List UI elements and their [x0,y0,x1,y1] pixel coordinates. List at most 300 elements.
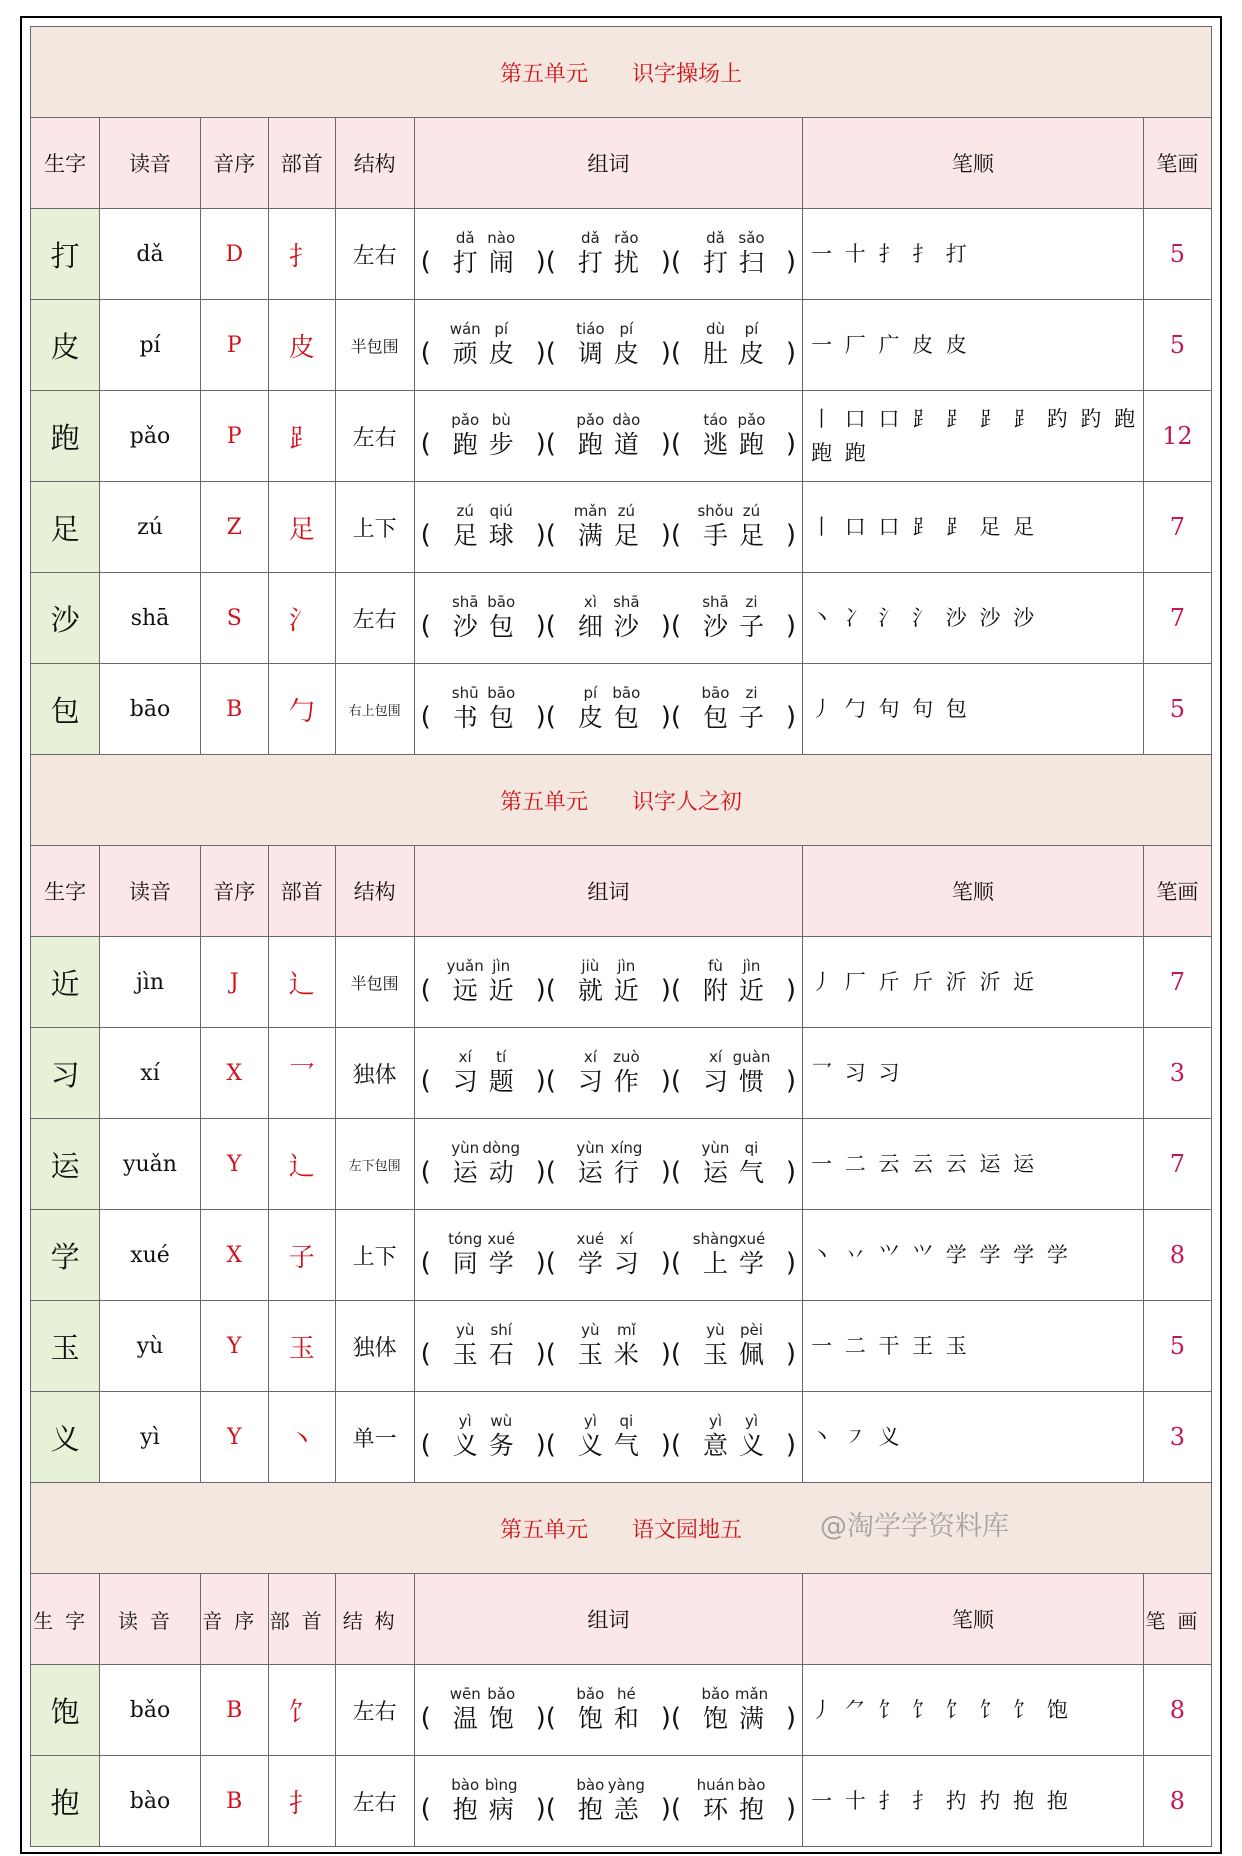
header-structure: 结构 [335,1574,414,1665]
open-paren: ( [420,520,431,550]
open-paren: ( [420,338,431,368]
word [701,957,765,1007]
words-line [421,1139,796,1189]
letter-cell: S [200,573,268,664]
section-title [31,27,1212,118]
vocabulary-sheet [30,26,1212,1847]
syllable [701,1321,729,1371]
word [451,229,515,279]
word-char: 作 [613,1067,639,1096]
paren-divider: )( [660,1794,682,1824]
word-pinyin: yùn [576,1139,605,1157]
char-cell: 玉 [31,1301,100,1392]
open-paren: ( [420,1157,431,1187]
word-pinyin: zi [745,593,758,611]
paren-divider: )( [535,1703,556,1733]
word-pinyin: yùn [451,1139,480,1157]
header-char: 生字 [31,118,100,209]
word-char: 近 [613,976,639,1005]
close-paren: ) [785,1066,797,1096]
unit-label: 第五单元 [499,1517,588,1543]
table-row [31,1665,1212,1756]
word-pinyin: zú [456,502,474,520]
paren-divider: )( [535,338,556,368]
words-line [421,1685,796,1735]
word-pinyin: nào [487,229,516,247]
syllable [451,684,479,734]
structure-cell: 半包围 [335,937,414,1028]
paren-divider: )( [660,611,682,641]
radical-cell: 玉 [268,1301,335,1392]
pinyin-cell: bǎo [100,1665,200,1756]
syllable [701,1139,729,1189]
open-paren: ( [420,1339,431,1369]
words-cell [414,1301,802,1392]
words-cell [414,1665,802,1756]
words-cell [414,1392,802,1483]
word-char: 玉 [452,1340,478,1369]
header-count: 笔画 [1143,846,1211,937]
header-letter: 音序 [200,846,268,937]
structure-cell: 左右 [335,391,414,482]
close-paren: ) [785,1157,797,1187]
word-pinyin: yù [456,1321,475,1339]
structure-cell: 左右 [335,1756,414,1847]
word-char: 抱 [738,1795,764,1824]
char-cell: 沙 [31,573,100,664]
syllable [737,1776,765,1826]
word-char: 运 [577,1158,603,1187]
pinyin-cell: bāo [100,664,200,755]
word [701,593,765,643]
paren-divider: )( [535,1430,556,1460]
pinyin-cell: pǎo [100,391,200,482]
word [701,320,765,370]
letter-cell: Z [200,482,268,573]
word-char: 近 [738,976,764,1005]
header-structure: 结构 [335,846,414,937]
stroke-count-cell: 5 [1143,209,1211,300]
word-char: 扰 [613,248,639,277]
char-cell: 运 [31,1119,100,1210]
word-pinyin: shā [613,593,640,611]
radical-cell: 辶 [268,1119,335,1210]
section-title-text [31,785,1211,816]
word-pinyin: shā [451,593,479,611]
table-row [31,1028,1212,1119]
syllable [576,1412,604,1462]
word-char: 满 [738,1704,764,1733]
word [697,502,765,552]
close-paren: ) [785,1248,797,1278]
syllable [692,1230,739,1280]
word-pinyin: dǎ [580,229,600,247]
stroke-order-cell: 一 厂 广 皮 皮 [803,300,1144,391]
word-pinyin: xí [708,1048,722,1066]
word-char: 足 [613,521,639,550]
word-pinyin: shí [490,1321,512,1339]
table-row [31,573,1212,664]
section-title-text [31,57,1211,88]
stroke-count-cell: 7 [1143,482,1211,573]
word-char: 闹 [488,248,514,277]
unit-label: 第五单元 [499,61,588,87]
open-paren: ( [420,247,431,277]
radical-cell: ⻊ [268,391,335,482]
paren-divider: )( [535,702,556,732]
syllable [701,411,729,461]
word-pinyin: pí [744,320,759,338]
table-row [31,300,1212,391]
word-char: 石 [488,1340,514,1369]
word [451,1685,515,1735]
word-char: 包 [702,703,728,732]
words-line [421,411,796,461]
header-words: 组词 [414,118,802,209]
structure-cell: 左右 [335,573,414,664]
structure-cell: 单一 [335,1392,414,1483]
paren-divider: )( [535,1794,556,1824]
word-pinyin: xí [583,1048,597,1066]
paren-divider: )( [535,247,556,277]
word-pinyin: shǒu [697,502,734,520]
syllable [612,1321,640,1371]
syllable [487,1321,515,1371]
word-pinyin: bāo [701,684,730,702]
word-pinyin: bào [576,1776,605,1794]
word-char: 跑 [452,430,478,459]
paren-divider: )( [535,429,556,459]
word-pinyin: bào [451,1776,480,1794]
syllable [451,320,479,370]
structure-cell: 左右 [335,209,414,300]
word [576,684,640,734]
word-pinyin: shàng [692,1230,739,1248]
word-char: 打 [452,248,478,277]
close-paren: ) [785,1339,797,1369]
word-char: 学 [577,1249,603,1278]
stroke-count-cell: 5 [1143,300,1211,391]
word-char: 手 [702,521,728,550]
words-cell [414,300,802,391]
words-cell [414,573,802,664]
word-char: 附 [702,976,728,1005]
stroke-order-cell: 丶 ㇇ 义 [803,1392,1144,1483]
word-char: 同 [452,1249,478,1278]
word-pinyin: xíng [610,1139,643,1157]
syllable [612,411,640,461]
word [451,320,515,370]
word-char: 皮 [738,339,764,368]
word-char: 调 [577,339,603,368]
word [576,1139,643,1189]
word [576,1321,640,1371]
word-char: 球 [488,521,514,550]
syllable [737,1230,765,1280]
paren-divider: )( [660,1430,682,1460]
header-words: 组词 [414,846,802,937]
char-cell: 足 [31,482,100,573]
syllable [737,684,765,734]
paren-divider: )( [660,975,682,1005]
syllable [701,957,729,1007]
word-char: 道 [613,430,639,459]
word-char: 皮 [488,339,514,368]
syllable [612,1048,640,1098]
stroke-order-cell: 一 二 干 王 玉 [803,1301,1144,1392]
word-char: 义 [738,1431,764,1460]
header-strokes: 笔顺 [803,118,1144,209]
word [576,1412,640,1462]
word-pinyin: bǎo [701,1685,730,1703]
word-pinyin: pǎo [451,411,480,429]
open-paren: ( [420,429,431,459]
syllable [734,1685,769,1735]
close-paren: ) [785,520,797,550]
word-pinyin: xí [458,1048,472,1066]
words-line [421,1048,796,1098]
word-char: 近 [488,976,514,1005]
word-pinyin: bìng [484,1776,518,1794]
word-pinyin: yù [581,1321,600,1339]
stroke-order-cell: 丿 ⺈ 饣 饣 饣 饣 饣 饱 [803,1665,1144,1756]
words-cell [414,664,802,755]
paren-divider: )( [660,520,682,550]
syllable [576,1230,604,1280]
syllable [701,1685,729,1735]
word-pinyin: yì [708,1412,722,1430]
word-pinyin: yù [706,1321,725,1339]
word-pinyin: qi [744,1139,759,1157]
word-pinyin: xué [737,1230,766,1248]
paren-divider: )( [660,1703,682,1733]
paren-divider: )( [660,338,682,368]
words-cell [414,1210,802,1301]
word-char: 佩 [738,1340,764,1369]
stroke-count-cell: 3 [1143,1028,1211,1119]
lesson-label: 识字人之初 [632,789,743,815]
word-pinyin: pí [619,320,634,338]
structure-cell: 独体 [335,1028,414,1119]
words-line [421,1412,796,1462]
open-paren: ( [420,1430,431,1460]
word-pinyin: jiù [581,957,600,975]
table-header-row [31,118,1212,209]
section-title-row [31,1483,1212,1574]
word-char: 玉 [577,1340,603,1369]
structure-cell: 左右 [335,1665,414,1756]
pinyin-cell: xí [100,1028,200,1119]
words-cell [414,209,802,300]
char-cell: 义 [31,1392,100,1483]
table-row [31,1119,1212,1210]
syllable [701,593,729,643]
syllable [482,1139,521,1189]
word-char: 足 [738,521,764,550]
stroke-count-cell: 8 [1143,1756,1211,1847]
word-pinyin: zi [745,684,758,702]
pinyin-cell: yì [100,1392,200,1483]
syllable [576,1321,604,1371]
word-pinyin: mǎn [734,1685,769,1703]
word-pinyin: zuò [613,1048,640,1066]
syllable [612,229,640,279]
open-paren: ( [420,1066,431,1096]
word-char: 动 [488,1158,514,1187]
word-pinyin: dòng [482,1139,521,1157]
syllable [701,320,729,370]
close-paren: ) [785,429,797,459]
syllable [701,1048,729,1098]
word-pinyin: pǎo [576,411,605,429]
syllable [737,1321,765,1371]
word-char: 抱 [452,1795,478,1824]
paren-divider: )( [535,1066,556,1096]
pinyin-cell: xué [100,1210,200,1301]
word [451,593,515,643]
header-radical: 部首 [268,846,335,937]
word-char: 行 [613,1158,639,1187]
paren-divider: )( [535,520,556,550]
word-pinyin: bāo [487,593,516,611]
radical-cell: 辶 [268,937,335,1028]
word-pinyin: bǎo [576,1685,605,1703]
syllable [612,1685,640,1735]
open-paren: ( [420,1794,431,1824]
syllable [737,1139,765,1189]
pinyin-cell: dǎ [100,209,200,300]
syllable [697,502,734,552]
header-letter: 音序 [200,1574,268,1665]
structure-cell: 右上包围 [335,664,414,755]
stroke-order-cell: 丶 冫 氵 氵 沙 沙 沙 [803,573,1144,664]
syllable [612,502,640,552]
word-pinyin: mǎn [573,502,607,520]
word [701,1139,765,1189]
structure-cell: 半包围 [335,300,414,391]
words-line [421,684,796,734]
pinyin-cell: bào [100,1756,200,1847]
char-cell: 学 [31,1210,100,1301]
word-pinyin: tiáo [576,320,605,338]
word-char: 抱 [577,1795,603,1824]
table-row [31,482,1212,573]
word-pinyin: bāo [487,684,516,702]
pinyin-cell: shā [100,573,200,664]
syllable [487,1048,515,1098]
syllable [451,593,479,643]
word-char: 习 [577,1067,603,1096]
word [448,1230,516,1280]
word-char: 学 [488,1249,514,1278]
word-pinyin: táo [703,411,728,429]
syllable [451,1412,479,1462]
word-char: 打 [702,248,728,277]
stroke-count-cell: 3 [1143,1392,1211,1483]
stroke-order-cell: 丿 勹 句 句 包 [803,664,1144,755]
stroke-count-cell: 12 [1143,391,1211,482]
syllable [446,957,484,1007]
syllable [451,1048,479,1098]
letter-cell: B [200,1665,268,1756]
syllable [737,1412,765,1462]
word-pinyin: wēn [449,1685,481,1703]
syllable [451,1776,479,1826]
letter-cell: Y [200,1301,268,1392]
syllable [487,411,515,461]
word-char: 包 [613,703,639,732]
word-char: 玉 [702,1340,728,1369]
header-char: 生字 [31,846,100,937]
word [451,1048,515,1098]
paren-divider: )( [535,611,556,641]
pinyin-cell: jìn [100,937,200,1028]
syllable [487,684,515,734]
section-title-row [31,27,1212,118]
word-pinyin: qiú [489,502,513,520]
word-char: 沙 [452,612,478,641]
syllable [610,1139,643,1189]
radical-cell: 乛 [268,1028,335,1119]
header-count: 笔画 [1143,118,1211,209]
radical-cell: 扌 [268,209,335,300]
word-char: 饱 [702,1704,728,1733]
table-row [31,1301,1212,1392]
word-char: 顽 [452,339,478,368]
word [576,320,640,370]
word-pinyin: mǐ [616,1321,636,1339]
paren-divider: )( [660,429,682,459]
word-char: 打 [577,248,603,277]
word-pinyin: xì [583,593,597,611]
words-line [421,502,796,552]
stroke-count-cell: 7 [1143,937,1211,1028]
word-pinyin: xué [487,1230,516,1248]
close-paren: ) [785,611,797,641]
word [576,1776,645,1826]
syllable [451,229,479,279]
word-char: 沙 [613,612,639,641]
words-cell [414,1028,802,1119]
paren-divider: )( [660,1157,682,1187]
header-strokes: 笔顺 [803,846,1144,937]
word-char: 运 [452,1158,478,1187]
char-cell: 近 [31,937,100,1028]
word-char: 环 [702,1795,728,1824]
word [576,1230,640,1280]
word-pinyin: zú [617,502,636,520]
stroke-order-cell: 丿 厂 斤 斤 沂 沂 近 [803,937,1144,1028]
word [446,957,515,1007]
word-pinyin: pèi [740,1321,763,1339]
syllable [737,229,765,279]
word [576,229,640,279]
word-char: 包 [488,612,514,641]
word-pinyin: qi [619,1412,634,1430]
section-title [31,1483,1212,1574]
word-pinyin: dǎ [455,229,475,247]
word-char: 米 [613,1340,639,1369]
table-row [31,391,1212,482]
paren-divider: )( [660,1248,682,1278]
word-char: 逃 [702,430,728,459]
close-paren: ) [785,1430,797,1460]
paren-divider: )( [660,1066,682,1096]
radical-cell: 氵 [268,573,335,664]
word-char: 步 [488,430,514,459]
stroke-count-cell: 5 [1143,664,1211,755]
vocabulary-table [30,26,1212,1847]
